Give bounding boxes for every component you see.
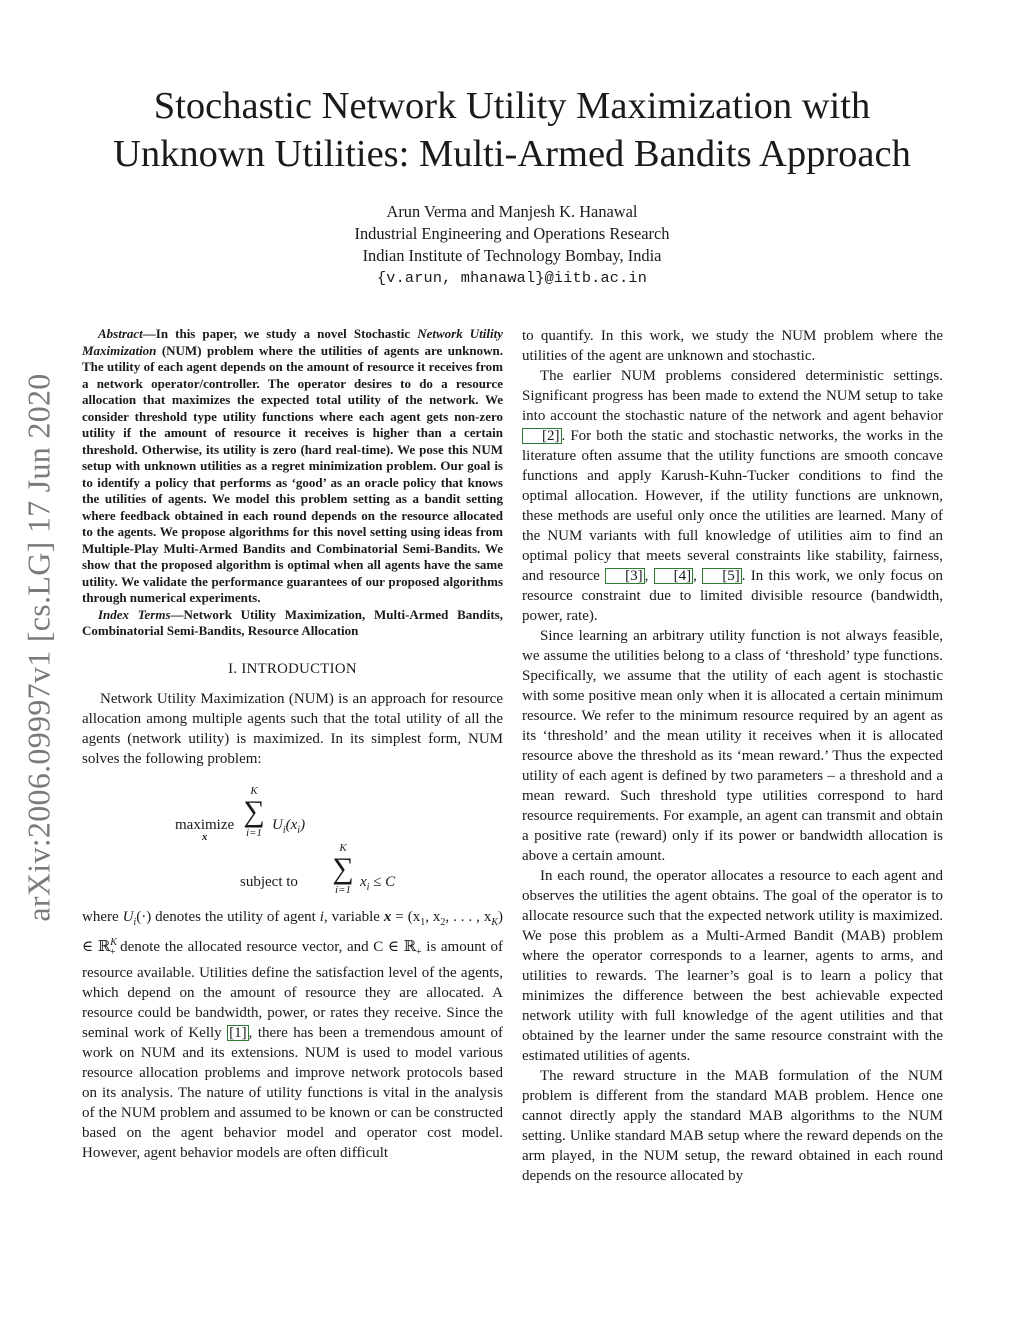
author-email: {v.arun, mhanawal}@iitb.ac.in — [376, 269, 648, 287]
title-line-1: Stochastic Network Utility Maximization with — [153, 85, 871, 127]
right-paragraph-3: In each round, the operator allocates a resource to each agent and observes the utilities the agent obtains. The goal of the operator is to allocate resource such that the expected network utility is maximized. We pose this problem as a Multi-Armed Bandit (MAB) problem where the operator corresponds to a learner, agents to arms, and utilities to rewards. The learner’s goal is to learn a policy that minimizes the difference between the best achievable expected network utility with full knowledge of the agent utilities and that obtained by the learner under the same resource constraint with the estimated utilities of agents. — [522, 868, 943, 1064]
author-names: Arun Verma and Manjesh K. Hanawal — [386, 202, 638, 221]
section-heading-introduction: I. INTRODUCTION — [228, 660, 357, 677]
eq-subject-to: subject to — [240, 873, 298, 890]
abstract — [82, 326, 503, 640]
index-terms-label: Index Terms — [98, 606, 171, 622]
right-column — [522, 326, 943, 1186]
paper-title — [60, 82, 964, 178]
right-paragraph-1: The earlier NUM problems considered deterministic settings. Significant progress has been made to extend the NUM setup to take into account the stochastic nature of the network and agent behavior [2] . For both the static and stochastic networks, the works in the literature often assume that the utility functions are smooth concave functions and apply Karush-Kuhn-Tucker conditions to find the optimal allocation. However, if the utility functions are unknown, these methods are useful only once the utilities are learned. Many of the NUM variants with full knowledge of utilities aim to find an optimal policy that meets several constraints like stability, fairness, and resource [3] , [4] , [5] . In this work, we only focus on resource constraint due to limited divisible resource (bandwidth, power, rate). — [522, 368, 943, 624]
right-paragraph-2: Since learning an arbitrary utility function is not always feasible, we assume the utilities belong to a class of ‘threshold’ type functions. Specifically, we assume that the utility of each agent is stochastic with some positive mean only when it is allocated a certain minimum resource. We refer to the minimum resource required by an agent as its ‘threshold’ and the mean utility it receives when it is allocated resource above the threshold as its ‘mean reward.’ Thus the expected utility of each agent is defined by two parameters – a threshold and a mean reward. Such threshold type utilities correspond to hard resource requirements. For example, an agent can transmit and obtain a positive rate (reward) only if its power or bandwidth allocation is above a certain amount. — [522, 628, 943, 864]
index-terms: Index Terms—Network Utility Maximization, Multi-Armed Bandits, Combinatorial Semi-Bandits, Resource Allocation — [82, 606, 503, 638]
left-column — [82, 326, 503, 1163]
intro-paragraph-1: Network Utility Maximization (NUM) is an approach for resource allocation among multiple agents such that the total utility of all the agents (network utility) is maximized. In its simplest form, NUM solves the following problem: — [82, 690, 503, 767]
eq-sum-constraint: K ∑ i=1 — [332, 841, 354, 896]
eq-maximize: maximize $^x$ — [175, 816, 235, 843]
abstract-label: Abstract — [98, 326, 143, 341]
num-problem-equation — [82, 775, 503, 903]
right-paragraph-0: to quantify. In this work, we study the NUM problem where the utilities of the agent are unknown and stochastic. — [522, 328, 943, 364]
eq-constraint-term: $x_i \le C$ — [360, 873, 396, 893]
citation-link-5[interactable]: [5] — [702, 568, 742, 584]
citation-link-3[interactable]: [3] — [605, 568, 645, 584]
arxiv-identifier: arXiv:2006.09997v1 [cs.LG] 17 Jun 2020 — [20, 373, 57, 922]
citation-link-4[interactable]: [4] — [654, 568, 694, 584]
eq-objective-term: $U_i(x_i)$ — [272, 816, 306, 836]
introduction-body — [82, 689, 503, 1163]
author-department: Industrial Engineering and Operations Research — [354, 224, 670, 243]
right-paragraph-4: The reward structure in the MAB formulation of the NUM problem is different from the standard MAB problem. Hence one cannot directly apply the standard MAB algorithms to the NUM setting. Unlike standard MAB setup where the reward depends on the arm played, in the NUM setup, the reward obtained in each round depends on the resource allocated by — [522, 1068, 943, 1184]
citation-link-2[interactable]: [2] — [522, 428, 562, 444]
author-institute: Indian Institute of Technology Bombay, India — [362, 246, 662, 265]
author-block — [212, 201, 812, 289]
eq-sum-objective: K ∑ i=1 — [243, 784, 265, 839]
arxiv-side-label — [8, 355, 70, 940]
title-line-2: Unknown Utilities: Multi-Armed Bandits Approach — [113, 133, 911, 175]
citation-link-1[interactable]: [1] — [229, 1024, 247, 1041]
intro-paragraph-2: where $U_i(\cdot)$ denotes the utility of agent i, variable $x = (x_1$, $x_2$, . . . , $x_K$) ∈ ℝ$^K_+$ denote the allocated resource vector, and C ∈ ℝ$_+$ is amount of resource available. Utilities define the satisfaction level of the agents, which depend on the amount of resource they are allocated. A resource could be bandwidth, power, or rates they receive. Since the seminal work of Kelly [1] , there has been a tremendous amount of work on NUM and its extensions. NUM is used to model various resource allocation problems and improve network protocols based on its analysis. The nature of utility functions is vital in the analysis of the NUM problem and assumed to be known or can be constructed based on the agent behavior model and operator cost model. However, agent behavior models are often difficult — [82, 908, 503, 1161]
abstract-paragraph: Abstract—In this paper, we study a novel Stochastic Network Utility Maximization (NUM) problem where the utilities of agents are unknown. The utility of each agent depends on the amount of resource it receives from a network operator/controller. The operator desires to do a resource allocation that maximizes the expected total utility of the network. We consider threshold type utility functions where each agent gets non-zero utility if the amount of resource it receives is higher than a certain threshold. Otherwise, its utility is zero (hard real-time). We pose this NUM setup with unknown utilities as a regret minimization problem. Our goal is to identify a policy that performs as ‘good’ as an oracle policy that knows the utilities of agents. We model this problem setting as a bandit setting where feedback obtained in each round depends on the resource allocated to the agents. We propose algorithms for this novel setting using ideas from Multiple-Play Multi-Armed Bandits and Combinatorial Semi-Bandits. We show that the proposed algorithm is optimal when all agents have the same utility. We validate the performance guarantees of our proposed algorithms through numerical experiments. — [82, 326, 504, 605]
